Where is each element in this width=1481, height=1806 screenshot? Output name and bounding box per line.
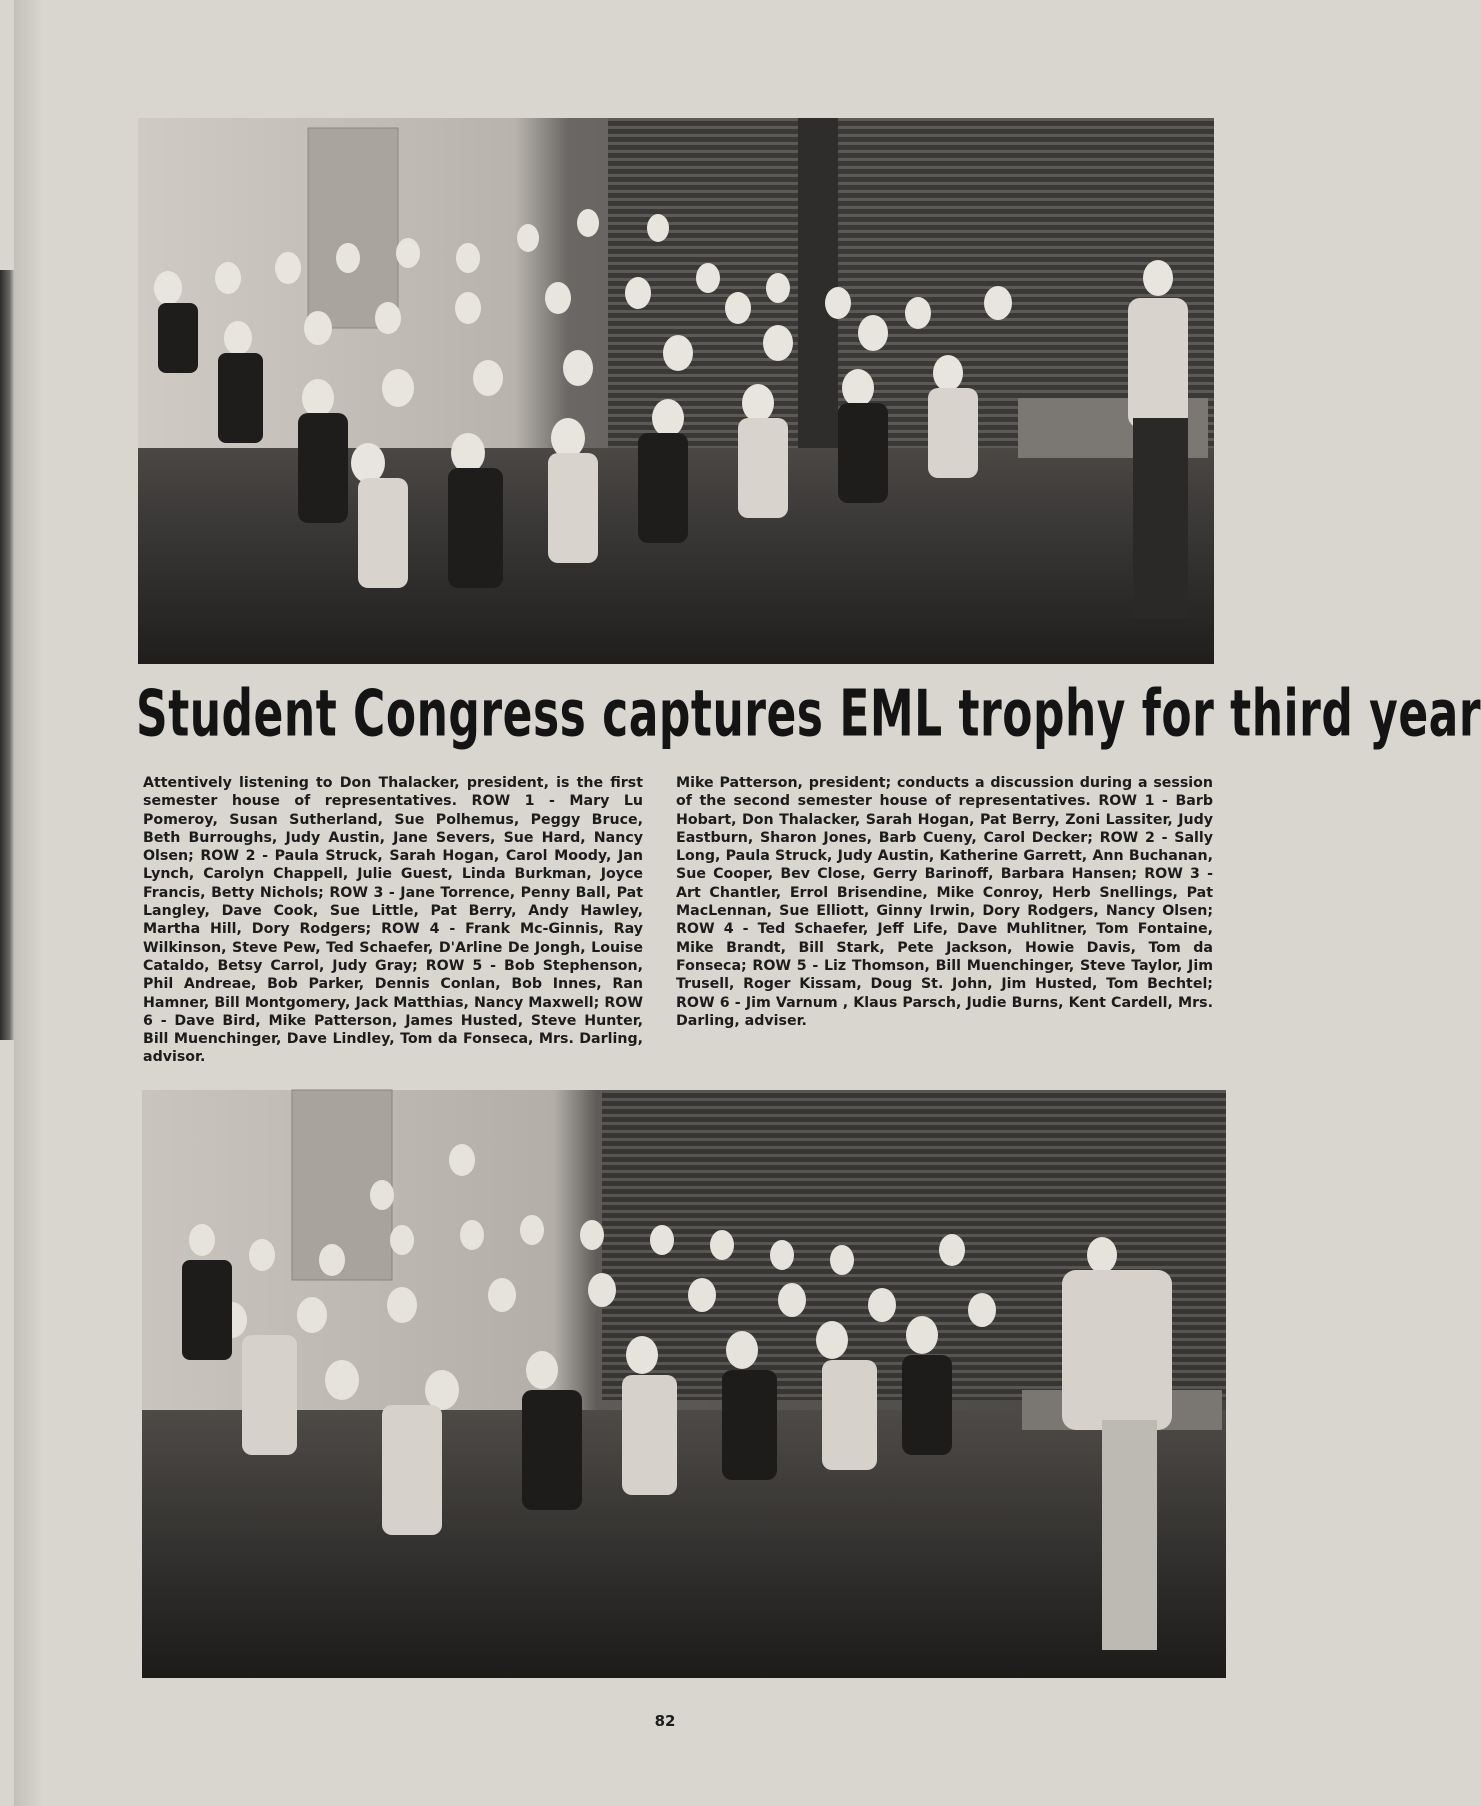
photo-second-semester-house: [142, 1090, 1226, 1678]
page-number: 82: [654, 1712, 676, 1730]
headline: Student Congress captures EML trophy for third year: [136, 677, 1481, 752]
photo-first-semester-image: [138, 118, 1214, 664]
caption-first-semester: Attentively listening to Don Thalacker, president, is the first semester house of representatives. ROW 1 - Mary Lu Pomeroy, Susan Sutherland, Sue Polhemus, Peggy Bruce, Beth Burroughs, Judy Austin, Jane Severs, Sue Hard, Nancy Olsen; ROW 2 - Paula Struck, Sarah Hogan, Carol Moody, Jan Lynch, Carolyn Chappell, Julie Guest, Linda Burkman, Joyce Francis, Betty Nichols; ROW 3 - Jane Torrence, Penny Ball, Pat Langley, Dave Cook, Sue Little, Pat Berry, Andy Hawley, Martha Hill, Dory Rodgers; ROW 4 - Frank Mc-Ginnis, Ray Wilkinson, Steve Pew, Ted Schaefer, D'Arline De Jongh, Louise Cataldo, Betsy Carrol, Judy Gray; ROW 5 - Bob Stephenson, Phil Andreae, Bob Parker, Dennis Conlan, Bob Innes, Ran Hamner, Bill Montgomery, Jack Matthias, Nancy Maxwell; ROW 6 - Dave Bird, Mike Patterson, James Husted, Steve Hunter, Bill Muenchinger, Dave Lindley, Tom da Fonseca, Mrs. Darling, advisor.: [143, 775, 643, 1066]
page-edge: [14, 0, 44, 1806]
photo-second-semester-image: [142, 1090, 1226, 1678]
photo-first-semester-house: [138, 118, 1214, 664]
binding-edge: [0, 270, 14, 1040]
caption-second-semester: Mike Patterson, president; conducts a discussion during a session of the second semester house of representatives. ROW 1 - Barb Hobart, Don Thalacker, Sarah Hogan, Pat Berry, Zoni Lassiter, Judy Eastburn, Sharon Jones, Barb Cueny, Carol Decker; ROW 2 - Sally Long, Paula Struck, Judy Austin, Katherine Garrett, Ann Buchanan, Sue Cooper, Bev Close, Gerry Barinoff, Barbara Hansen; ROW 3 - Art Chantler, Errol Brisendine, Mike Conroy, Herb Snellings, Pat MacLennan, Sue Elliott, Ginny Irwin, Dory Rodgers, Nancy Olsen; ROW 4 - Ted Schaefer, Jeff Life, Dave Muhlitner, Tom Fontaine, Mike Brandt, Bill Stark, Pete Jackson, Howie Davis, Tom da Fonseca; ROW 5 - Liz Thomson, Bill Muenchinger, Steve Taylor, Jim Trusell, Roger Kissam, Doug St. John, Jim Husted, Tom Bechtel; ROW 6 - Jim Varnum , Klaus Parsch, Judie Burns, Kent Cardell, Mrs. Darling, adviser.: [676, 775, 1213, 1029]
